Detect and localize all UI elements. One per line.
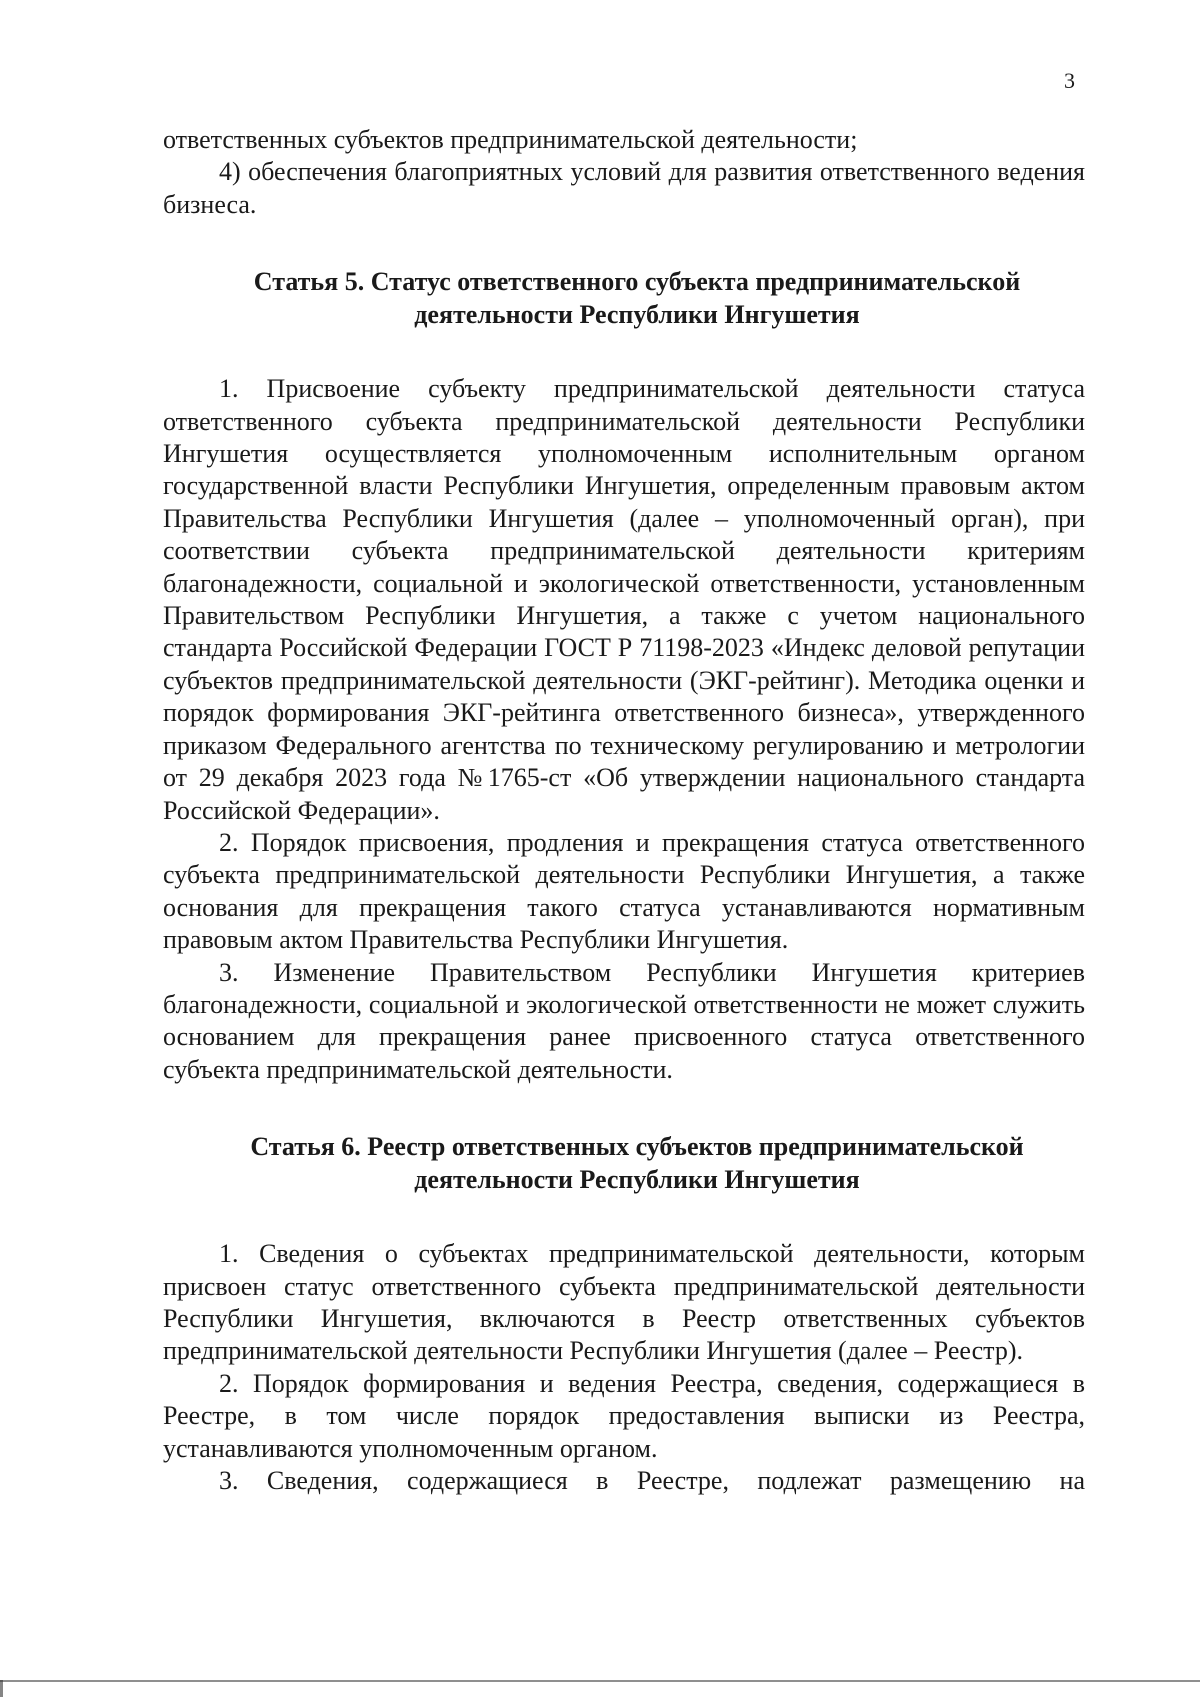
article-5-paragraph-3: 3. Изменение Правительством Республики Ингушетия критериев благонадежности, социальной и экологической ответственности не может служить основанием для прекращения ранее присвоенного статуса ответственного субъекта предпринимательской деятельности. (163, 957, 1085, 1084)
article-6-heading: Статья 6. Реестр ответственных субъектов предпринимательской деятельности Республики Ингушетия (250, 1132, 1024, 1195)
article-6-paragraph-3: 3. Сведения, содержащиеся в Реестре, подлежат размещению на (219, 1466, 1085, 1495)
page-number: 3 (1064, 68, 1075, 93)
article-5-paragraph-2: 2. Порядок присвоения, продления и прекращения статуса ответственного субъекта предпринимательской деятельности Республики Ингушетия, а также основания для прекращения такого статуса устанавливаются нормативным правовым актом Правительства Республики Ингушетия. (163, 827, 1085, 955)
scan-edge-line (0, 1680, 1200, 1682)
article-6-paragraph-2: 2. Порядок формирования и ведения Реестра, сведения, содержащиеся в Реестре, в том числе порядок предоставления выписки из Реестра, устанавливаются уполномоченным органом. (163, 1368, 1085, 1463)
document-body (163, 124, 1085, 1497)
paragraph-continuation: ответственных субъектов предпринимательской деятельности; (163, 125, 858, 154)
scan-edge-corner (0, 1680, 3, 1697)
article-5-paragraph-1: 1. Присвоение субъекту предпринимательской деятельности статуса ответственного субъекта предпринимательской деятельности Республики Ингушетия осуществляется уполномоченным исполнительным органом государственной власти Республики Ингушетия, определенным правовым актом Правительства Республики Ингушетия (далее – уполномоченный орган), при соответствии субъекта предпринимательской деятельности критериям благонадежности, социальной и экологической ответственности, установленным Правительством Республики Ингушетия, а также с учетом национального стандарта Российской Федерации ГОСТ Р 71198-2023 «Индекс деловой репутации субъектов предпринимательской деятельности (ЭКГ-рейтинг). Методика оценки и порядок формирования ЭКГ-рейтинга ответственного бизнеса», утвержденного приказом Федерального агентства по техническому регулированию и метрологии от 29 декабря 2023 года №1765-ст «Об утверждении национального стандарта Российской Федерации». (163, 374, 1085, 825)
paragraph-item-4: 4) обеспечения благоприятных условий для развития ответственного ведения бизнеса. (163, 157, 1085, 219)
article-6-paragraph-1: 1. Сведения о субъектах предпринимательской деятельности, которым присвоен статус ответственного субъекта предпринимательской деятельности Республики Ингушетия, включаются в Реестр ответственных субъектов предпринимательской деятельности Республики Ингушетия (далее – Реестр). (163, 1239, 1085, 1366)
article-5-heading: Статья 5. Статус ответственного субъекта предпринимательской деятельности Республики Ингушетия (253, 267, 1021, 330)
